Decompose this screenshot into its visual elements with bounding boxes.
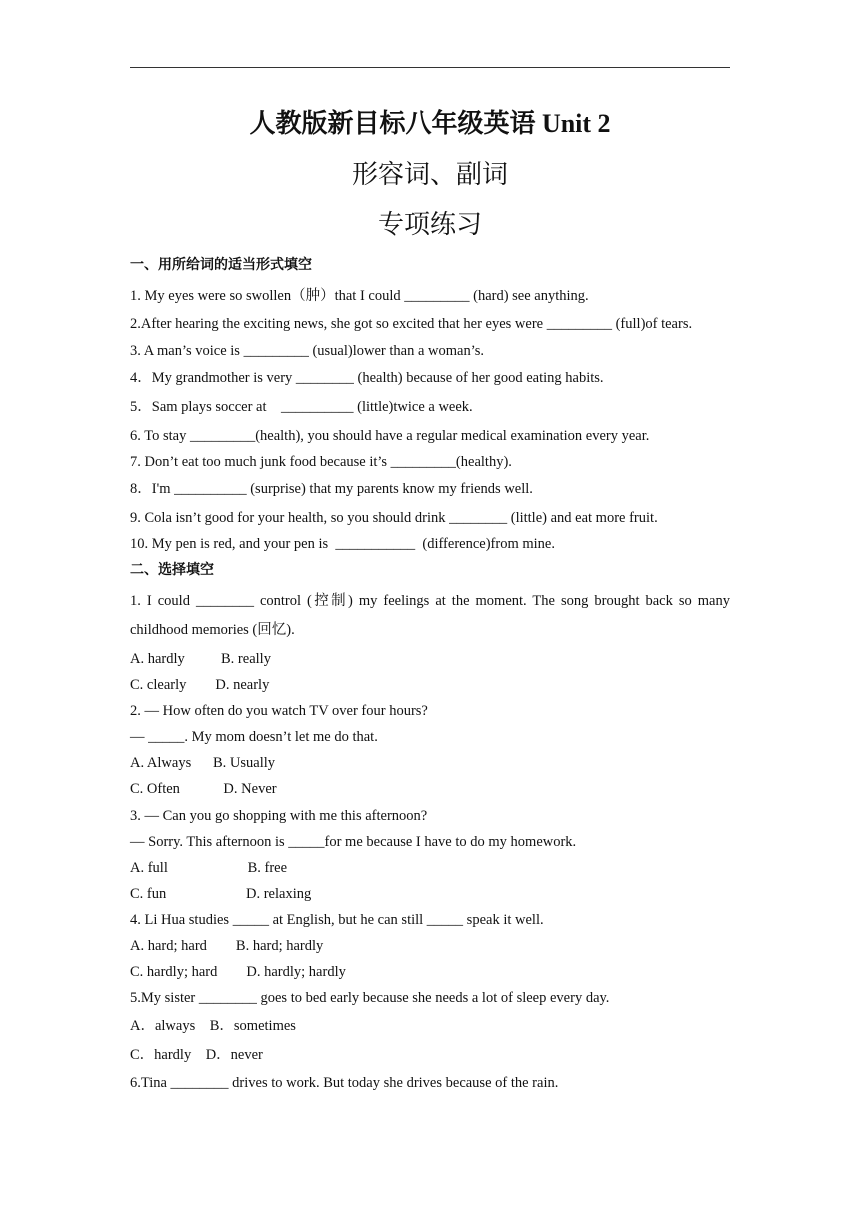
answer-options: C. clearly D. nearly	[130, 677, 270, 693]
answer-options: A. hardly B. really	[130, 651, 271, 667]
answer-options: C. hardly; hard D. hardly; hardly	[130, 964, 346, 980]
question-stem: 1. I could ________ control (控制) my feelings at the moment. The song brought back so many	[130, 593, 730, 609]
section-heading: 一、用所给词的适当形式填空	[130, 258, 312, 273]
question-stem: 3. — Can you go shopping with me this afternoon?	[130, 808, 428, 824]
answer-options: A. full B. free	[130, 860, 288, 876]
question-item: 6. To stay _________(health), you should have a regular medical examination every year.	[130, 428, 650, 444]
question-stem: 2. — How often do you watch TV over four hours?	[130, 703, 428, 719]
question-item: 9. Cola isn’t good for your health, so you should drink ________ (little) and eat more fruit.	[130, 510, 658, 526]
answer-options: A．always B．sometimes	[130, 1018, 296, 1034]
answer-options: C. fun D. relaxing	[130, 886, 312, 902]
question-stem: 4. Li Hua studies _____ at English, but he can still _____ speak it well.	[130, 912, 544, 928]
question-item: 1. My eyes were so swollen（肿）that I could _________ (hard) see anything.	[130, 288, 589, 304]
question-item: 2.After hearing the exciting news, she got so excited that her eyes were _________ (full)of tears.	[130, 316, 693, 332]
answer-options: A. hard; hard B. hard; hardly	[130, 938, 324, 954]
document-subtitle: 形容词、副词	[351, 160, 508, 189]
question-item: 10. My pen is red, and your pen is ___________ (difference)from mine.	[130, 536, 555, 552]
document-subtitle-2: 专项练习	[377, 210, 482, 239]
answer-options: C．hardly D．never	[130, 1047, 263, 1063]
question-item: 5．Sam plays soccer at __________ (little)twice a week.	[130, 399, 473, 415]
question-item: 7. Don’t eat too much junk food because it’s _________(healthy).	[130, 454, 512, 470]
question-item: 4．My grandmother is very ________ (health) because of her good eating habits.	[130, 370, 604, 386]
question-stem: — Sorry. This afternoon is _____for me because I have to do my homework.	[130, 834, 577, 850]
question-stem: childhood memories (回忆).	[130, 622, 295, 638]
question-item: 3. A man’s voice is _________ (usual)lower than a woman’s.	[130, 343, 484, 359]
answer-options: C. Often D. Never	[130, 781, 277, 797]
question-stem: 6.Tina ________ drives to work. But today she drives because of the rain.	[130, 1075, 559, 1091]
question-stem: 5.My sister ________ goes to bed early because she needs a lot of sleep every day.	[130, 990, 610, 1006]
question-stem: — _____. My mom doesn’t let me do that.	[130, 729, 378, 745]
document-title: 人教版新目标八年级英语 Unit 2	[249, 109, 611, 138]
section-heading: 二、选择填空	[130, 563, 214, 578]
answer-options: A. Always B. Usually	[130, 755, 275, 771]
question-item: 8．I'm __________ (surprise) that my parents know my friends well.	[130, 481, 533, 497]
header-rule	[130, 67, 730, 68]
